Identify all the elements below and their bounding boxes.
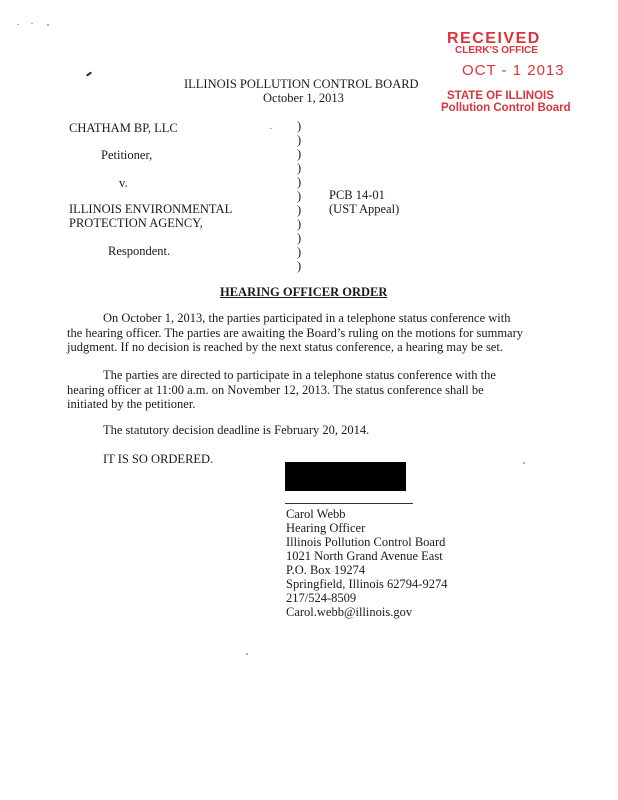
redacted-signature xyxy=(285,462,406,491)
respondent-name-line-1: ILLINOIS ENVIRONMENTAL xyxy=(69,202,233,216)
caption-parenthesis: ) xyxy=(297,175,302,189)
signer-name: Carol Webb xyxy=(286,507,346,521)
respondent-name-line-2: PROTECTION AGENCY, xyxy=(69,216,203,230)
scan-speck xyxy=(246,653,248,655)
board-name-heading: ILLINOIS POLLUTION CONTROL BOARD xyxy=(184,77,419,91)
order-paragraph xyxy=(67,423,527,438)
signer-city: Springfield, Illinois 62794-9274 xyxy=(286,577,448,591)
caption-parenthesis: ) xyxy=(297,147,302,161)
stamp-received-text: RECEIVED xyxy=(447,30,541,47)
stamp-board-text: Pollution Control Board xyxy=(441,102,571,114)
caption-parenthesis: ) xyxy=(297,231,302,245)
scan-speck xyxy=(31,23,33,24)
scan-speck xyxy=(523,462,525,464)
petitioner-name: CHATHAM BP, LLC xyxy=(69,121,178,135)
order-paragraph xyxy=(67,368,527,412)
so-ordered-text: IT IS SO ORDERED. xyxy=(103,452,214,466)
signer-title: Hearing Officer xyxy=(286,521,366,535)
order-paragraph-text: On October 1, 2013, the parties participated in a telephone status conference with the hearing officer. The parties are awaiting the Board’s ruling on the motions for summary judgment. If no decision is reached by the next status conference, a hearing may be set. xyxy=(67,311,524,355)
caption-parenthesis: ) xyxy=(297,119,302,133)
order-paragraph xyxy=(67,311,527,355)
stamp-state-text: STATE OF ILLINOIS xyxy=(447,90,554,102)
case-type: (UST Appeal) xyxy=(329,202,400,216)
order-paragraph-text: The statutory decision deadline is February 20, 2014. xyxy=(103,423,370,437)
signer-po-box: P.O. Box 19274 xyxy=(286,563,366,577)
stamp-date-text: OCT - 1 2013 xyxy=(462,62,565,79)
stamp-office-text: CLERK'S OFFICE xyxy=(455,45,538,56)
order-date: October 1, 2013 xyxy=(263,91,344,105)
caption-parenthesis: ) xyxy=(297,245,302,259)
scan-speck xyxy=(17,24,19,25)
scan-speck xyxy=(47,24,49,26)
scan-speck xyxy=(270,128,272,129)
caption-parenthesis: ) xyxy=(297,203,302,217)
signer-email: Carol.webb@illinois.gov xyxy=(286,605,413,619)
respondent-role: Respondent. xyxy=(108,244,171,258)
scan-speck xyxy=(86,71,92,76)
signer-street-address: 1021 North Grand Avenue East xyxy=(286,549,443,563)
signer-organization: Illinois Pollution Control Board xyxy=(286,535,446,549)
caption-parenthesis: ) xyxy=(297,161,302,175)
petitioner-role: Petitioner, xyxy=(101,148,153,162)
caption-parenthesis: ) xyxy=(297,133,302,147)
signature-line xyxy=(285,503,413,504)
versus-text: v. xyxy=(119,176,128,190)
caption-parenthesis: ) xyxy=(297,259,302,273)
order-title: HEARING OFFICER ORDER xyxy=(220,285,388,299)
caption-parenthesis: ) xyxy=(297,189,302,203)
order-paragraph-text: The parties are directed to participate in a telephone status conference with the hearing officer at 11:00 a.m. on November 12, 2013. The status conference shall be initiated by the petitioner. xyxy=(67,368,496,412)
caption-parenthesis: ) xyxy=(297,217,302,231)
case-number: PCB 14-01 xyxy=(329,188,385,202)
signer-phone: 217/524-8509 xyxy=(286,591,357,605)
